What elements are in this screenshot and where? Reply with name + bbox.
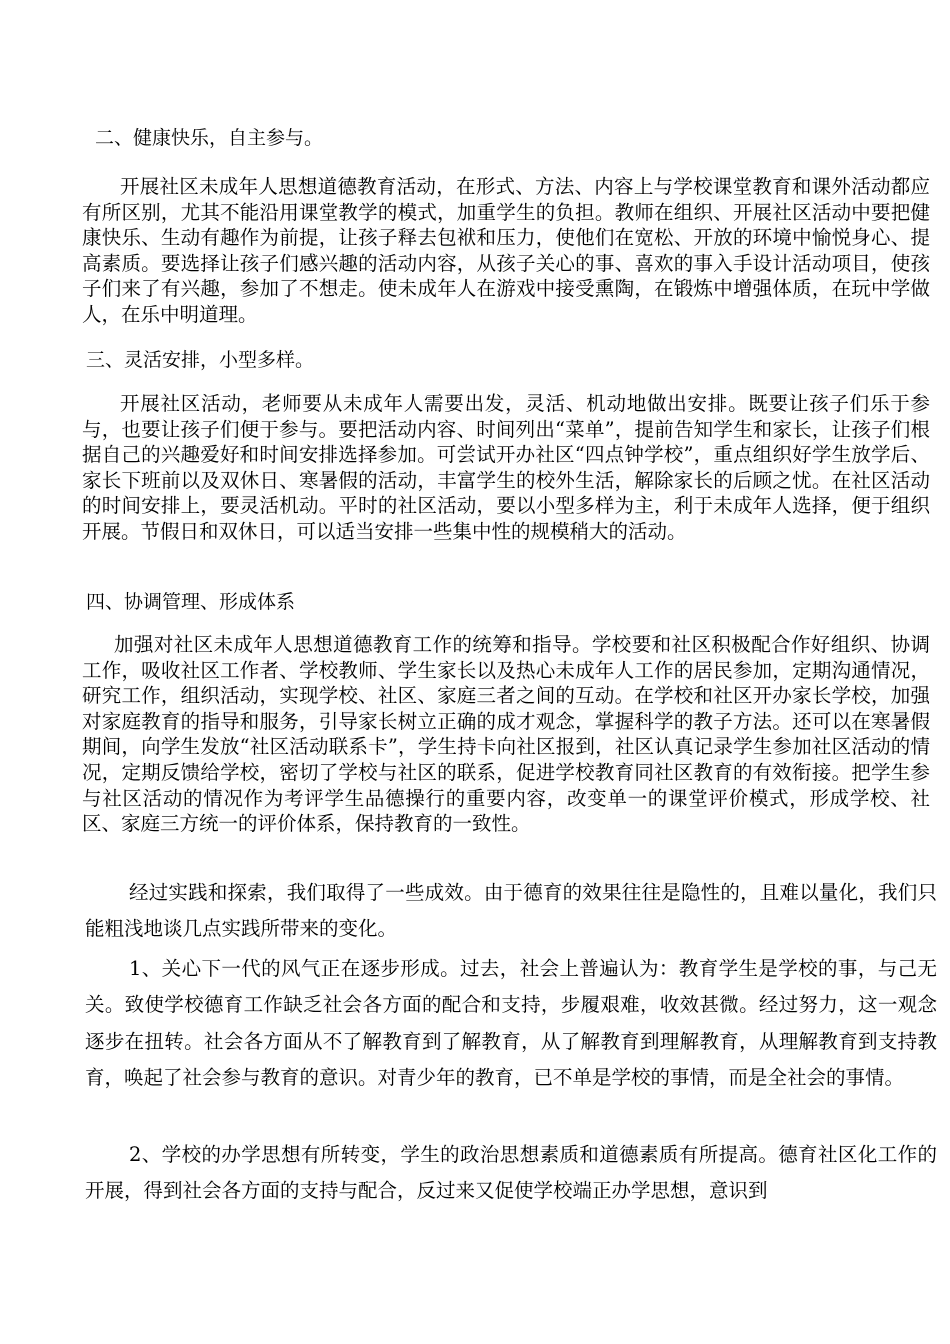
section-3-paragraph: 开展社区活动，老师要从未成年人需要出发，灵活、机动地做出安排。既要让孩子们乐于参与，也要让孩子们便于参与。要把活动内容、时间列出“菜单”，提前告知学生和家长，让孩子们根据自己的兴趣爱好和时间安排选择参加。可尝试开办社区“四点钟学校”，重点组织好学生放学后、家长下班前以及双休日、寒暑假的活动，丰富学生的校外生活，解除家长的后顾之忧。在社区活动的时间安排上，要灵活机动。平时的社区活动，要以小型多样为主，利于未成年人选择，便于组织开展。节假日和双休日，可以适当安排一些集中性的规模稍大的活动。 xyxy=(82,392,930,543)
section-3-heading: 三、灵活安排，小型多样。 xyxy=(86,349,315,371)
result-item-1: 1、关心下一代的风气正在逐步形成。过去，社会上普遍认为：教育学生是学校的事，与己无关。致使学校德育工作缺乏社会各方面的配合和支持，步履艰难，收效甚微。经过努力，这一观念逐步在扭转。社会各方面从不了解教育到了解教育，从了解教育到理解教育，从理解教育到支持教育，唤起了社会参与教育的意识。对青少年的教育，已不单是学校的事情，而是全社会的事情。 xyxy=(85,957,937,1089)
result-item-2: 2、学校的办学思想有所转变，学生的政治思想素质和道德素质有所提高。德育社区化工作的开展，得到社会各方面的支持与配合，反过来又促使学校端正办学思想，意识到 xyxy=(85,1143,937,1203)
section-4-heading: 四、协调管理、形成体系 xyxy=(86,591,296,613)
section-2-paragraph: 开展社区未成年人思想道德教育活动，在形式、方法、内容上与学校课堂教育和课外活动都应有所区别，尤其不能沿用课堂教学的模式，加重学生的负担。教师在组织、开展社区活动中要把健康快乐、生动有趣作为前提，让孩子释去包袱和压力，使他们在宽松、开放的环境中愉悦身心、提高素质。要选择让孩子们感兴趣的活动内容，从孩子关心的事、喜欢的事入手设计活动项目，使孩子们来了有兴趣，参加了不想走。使未成年人在游戏中接受熏陶，在锻炼中增强体质，在玩中学做人，在乐中明道理。 xyxy=(82,175,930,326)
section-4-paragraph: 加强对社区未成年人思想道德教育工作的统筹和指导。学校要和社区积极配合作好组织、协调工作，吸收社区工作者、学校教师、学生家长以及热心未成年人工作的居民参加，定期沟通情况，研究工作，组织活动，实现学校、社区、家庭三者之间的互动。在学校和社区开办家长学校，加强对家庭教育的指导和服务，引导家长树立正确的成才观念，掌握科学的教子方法。还可以在寒暑假期间，向学生发放“社区活动联系卡”，学生持卡向社区报到，社区认真记录学生参加社区活动的情况，定期反馈给学校，密切了学校与社区的联系，促进学校教育同社区教育的有效衔接。把学生参与社区活动的情况作为考评学生品德操行的重要内容，改变单一的课堂评价模式，形成学校、社区、家庭三方统一的评价体系，保持教育的一致性。 xyxy=(82,633,930,836)
section-2-heading: 二、健康快乐，自主参与。 xyxy=(95,127,324,149)
results-intro-paragraph: 经过实践和探索，我们取得了一些成效。由于德育的效果往往是隐性的，且难以量化，我们只能粗浅地谈几点实践所带来的变化。 xyxy=(85,881,937,941)
